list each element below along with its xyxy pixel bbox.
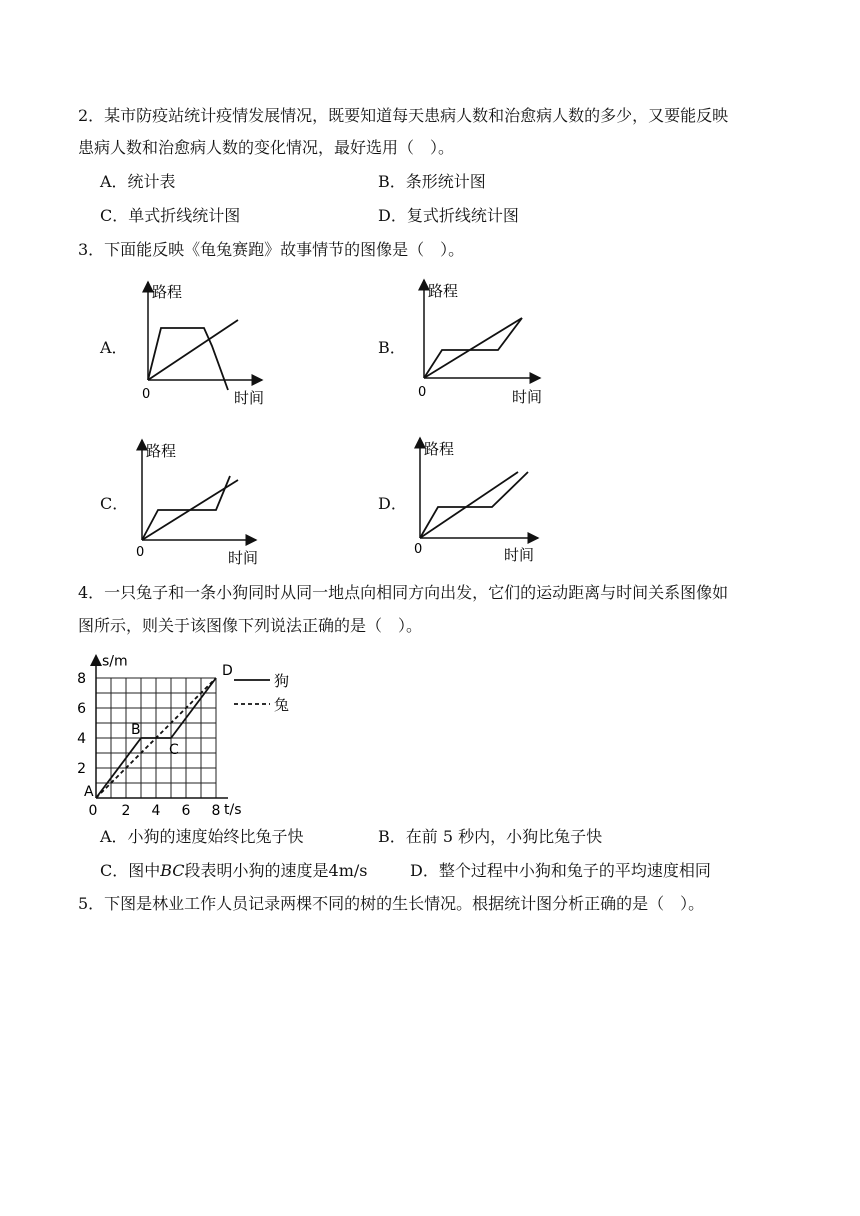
q2-option-d[interactable]: D．复式折线统计图 — [378, 206, 519, 225]
q2-line1: 2．某市防疫站统计疫情发展情况，既要知道每天患病人数和治愈病人数的多少，又要能反映 — [78, 106, 729, 125]
graph-a-xlabel: 时间 — [234, 389, 265, 407]
chart-legend — [234, 672, 289, 714]
q5-text: 5．下图是林业工作人员记录两棵不同的树的生长情况。根据统计图分析正确的是（ ）。 — [78, 894, 705, 913]
legend-label-0: 狗 — [274, 672, 290, 690]
q3-text: 3．下面能反映《龟兔赛跑》故事情节的图像是（ ）。 — [78, 240, 465, 259]
graph-c-origin: 0 — [136, 545, 145, 560]
x-tick-label: 6 — [181, 803, 191, 819]
q4-option-c[interactable] — [100, 861, 368, 881]
graph-d-ylabel: 路程 — [424, 440, 455, 458]
graph-d-xlabel: 时间 — [504, 546, 535, 564]
point-label-D: D — [222, 663, 233, 679]
q3-graph-a — [130, 278, 280, 410]
legend-label-1: 兔 — [274, 696, 290, 714]
q2-line2: 患病人数和治愈病人数的变化情况，最好选用（ ）。 — [78, 138, 455, 157]
q4-line2: 图所示，则关于该图像下列说法正确的是（ ）。 — [78, 616, 423, 635]
q3-option-c-label[interactable]: C． — [100, 494, 129, 513]
x-tick-label: 4 — [151, 803, 161, 819]
x-tick-label: 8 — [211, 803, 221, 819]
y-tick-label: 2 — [77, 761, 86, 777]
q3-option-d-label[interactable]: D． — [378, 494, 407, 513]
q3-graph-d — [406, 434, 556, 566]
origin-label: 0 — [88, 803, 98, 819]
q4-option-c-post: 段表明小狗的速度是4m/s — [184, 861, 368, 880]
graph-c-xlabel: 时间 — [228, 549, 259, 567]
q2-option-c[interactable]: C．单式折线统计图 — [100, 206, 241, 225]
q4-distance-time-chart — [74, 646, 314, 822]
graph-b-ylabel: 路程 — [428, 282, 459, 300]
y-tick-label: 8 — [77, 671, 86, 687]
graph-a-origin: 0 — [142, 387, 151, 402]
q4-option-d[interactable]: D．整个过程中小狗和兔子的平均速度相同 — [410, 861, 711, 880]
x-axis-label: t/s — [224, 802, 242, 818]
q4-option-c-segment: BC — [160, 861, 185, 880]
x-tick-label: 2 — [121, 803, 131, 819]
q3-option-b-label[interactable]: B． — [378, 338, 406, 357]
y-tick-label: 6 — [77, 701, 86, 717]
q3-graph-c — [128, 436, 278, 568]
graph-c-ylabel: 路程 — [146, 442, 177, 460]
q4-line1: 4．一只兔子和一条小狗同时从同一地点向相同方向出发，它们的运动距离与时间关系图像如 — [78, 583, 729, 602]
point-label-B: B — [131, 722, 141, 738]
point-label-A: A — [84, 784, 94, 800]
graph-a-ylabel: 路程 — [152, 283, 183, 301]
q3-graph-b — [408, 278, 558, 410]
point-label-C: C — [169, 742, 179, 758]
q4-option-a[interactable]: A．小狗的速度始终比兔子快 — [100, 827, 304, 846]
graph-d-origin: 0 — [414, 542, 423, 557]
graph-b-xlabel: 时间 — [512, 388, 543, 406]
y-tick-label: 4 — [77, 731, 86, 747]
q4-option-b[interactable]: B．在前 5 秒内，小狗比兔子快 — [378, 827, 603, 846]
y-axis-label: s/m — [102, 653, 128, 670]
q2-option-b[interactable]: B．条形统计图 — [378, 172, 486, 191]
q2-option-a[interactable]: A．统计表 — [100, 172, 176, 191]
q3-option-a-label[interactable]: A． — [100, 338, 128, 357]
q4-option-c-pre: C．图中 — [100, 861, 161, 880]
graph-b-origin: 0 — [418, 385, 427, 400]
